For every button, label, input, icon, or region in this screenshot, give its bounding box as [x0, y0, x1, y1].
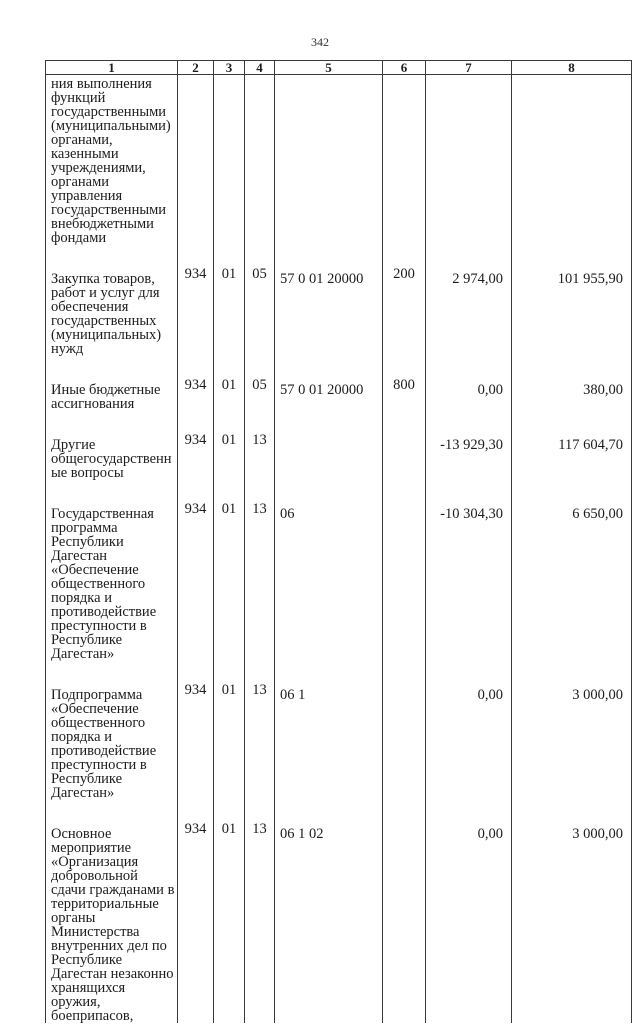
row-name-cell: Другие общегосударственные вопросы — [46, 433, 178, 502]
change-amount-cell — [426, 75, 512, 268]
ministry-code-cell: 934 — [178, 683, 214, 822]
expense-type-cell — [383, 433, 426, 502]
section-code-cell — [214, 75, 245, 268]
row-name-cell: Закупка товаров, работ и услуг для обеспечения государственных (муниципальных) нужд — [46, 267, 178, 378]
row-name-cell: Государственная программа Республики Дагестан «Обеспечение общественного порядка и противодействие преступности в Республике Дагестан» — [46, 502, 178, 683]
table-row — [46, 433, 632, 502]
change-amount-cell: -10 304,30 — [426, 502, 512, 683]
expense-type-cell: 800 — [383, 378, 426, 433]
change-amount-cell: -13 929,30 — [426, 433, 512, 502]
total-amount-cell: 101 955,90 — [512, 267, 632, 378]
section-code-cell: 01 — [214, 433, 245, 502]
table-row — [46, 502, 632, 683]
subsection-code-cell: 13 — [245, 683, 275, 822]
row-name-cell: ния выполнения функций государственными (муниципальными) органами, казенными учреждениями, органами управления государственными внебюджетными фондами — [46, 75, 178, 268]
column-header: 4 — [245, 61, 275, 75]
section-code-cell: 01 — [214, 378, 245, 433]
column-header: 8 — [512, 61, 632, 75]
change-amount-cell: 0,00 — [426, 378, 512, 433]
total-amount-cell: 3 000,00 — [512, 822, 632, 1023]
expense-type-cell — [383, 683, 426, 822]
change-amount-cell: 2 974,00 — [426, 267, 512, 378]
header-row — [46, 61, 632, 75]
ministry-code-cell: 934 — [178, 433, 214, 502]
table-row — [46, 75, 632, 268]
target-article-cell — [275, 433, 383, 502]
table-row — [46, 822, 632, 1023]
table-row — [46, 378, 632, 433]
expense-type-cell — [383, 822, 426, 1023]
subsection-code-cell: 13 — [245, 433, 275, 502]
row-name-cell: Основное мероприятие «Организация добровольной сдачи гражданами в территориальные органы Министерства внутренних дел по Республике Дагестан незаконно хранящихся оружия, боеприпасов, — [46, 822, 178, 1023]
target-article-cell — [275, 75, 383, 268]
subsection-code-cell: 05 — [245, 378, 275, 433]
column-header: 2 — [178, 61, 214, 75]
section-code-cell: 01 — [214, 822, 245, 1023]
row-name-cell: Подпрограмма «Обеспечение общественного порядка и противодействие преступности в Республике Дагестан» — [46, 683, 178, 822]
total-amount-cell: 6 650,00 — [512, 502, 632, 683]
ministry-code-cell — [178, 75, 214, 268]
ministry-code-cell: 934 — [178, 378, 214, 433]
subsection-code-cell: 13 — [245, 502, 275, 683]
column-header: 1 — [46, 61, 178, 75]
section-code-cell: 01 — [214, 502, 245, 683]
change-amount-cell: 0,00 — [426, 822, 512, 1023]
table-row — [46, 267, 632, 378]
total-amount-cell: 117 604,70 — [512, 433, 632, 502]
target-article-cell: 06 1 02 — [275, 822, 383, 1023]
column-header: 5 — [275, 61, 383, 75]
total-amount-cell — [512, 75, 632, 268]
target-article-cell: 57 0 01 20000 — [275, 378, 383, 433]
total-amount-cell: 3 000,00 — [512, 683, 632, 822]
column-header: 6 — [383, 61, 426, 75]
subsection-code-cell — [245, 75, 275, 268]
column-header: 7 — [426, 61, 512, 75]
ministry-code-cell: 934 — [178, 502, 214, 683]
expense-type-cell — [383, 502, 426, 683]
change-amount-cell: 0,00 — [426, 683, 512, 822]
target-article-cell: 06 1 — [275, 683, 383, 822]
ministry-code-cell: 934 — [178, 822, 214, 1023]
target-article-cell: 57 0 01 20000 — [275, 267, 383, 378]
row-name-cell: Иные бюджетные ассигнования — [46, 378, 178, 433]
ministry-code-cell: 934 — [178, 267, 214, 378]
section-code-cell: 01 — [214, 683, 245, 822]
subsection-code-cell: 05 — [245, 267, 275, 378]
target-article-cell: 06 — [275, 502, 383, 683]
expense-type-cell — [383, 75, 426, 268]
section-code-cell: 01 — [214, 267, 245, 378]
column-header: 3 — [214, 61, 245, 75]
total-amount-cell: 380,00 — [512, 378, 632, 433]
budget-table — [45, 60, 632, 1023]
table-row — [46, 683, 632, 822]
subsection-code-cell: 13 — [245, 822, 275, 1023]
page-number: 342 — [311, 35, 329, 49]
expense-type-cell: 200 — [383, 267, 426, 378]
